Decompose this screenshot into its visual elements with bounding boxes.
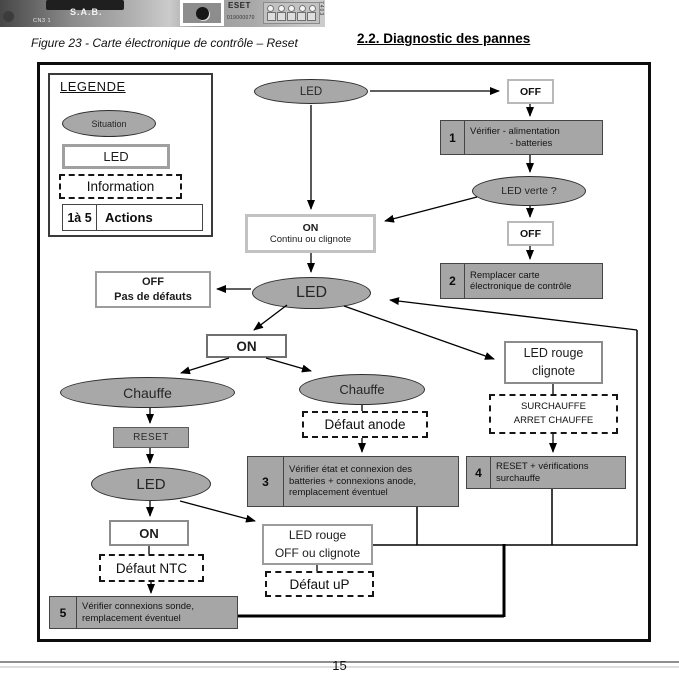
surchauffe-line1: SURCHAUFFE (521, 400, 586, 412)
surchauffe-line2: ARRET CHAUFFE (513, 415, 594, 426)
action-5-text (77, 597, 237, 628)
circuit-board-photo (0, 0, 325, 27)
action-2-line2: électronique de contrôle (470, 281, 572, 292)
node-chauffe-left: Chauffe (60, 377, 235, 408)
legend-actions-label: Actions (105, 210, 153, 225)
node-action-2 (440, 263, 603, 299)
action-4-number: 4 (467, 457, 491, 488)
action-4-line2: surchauffe (496, 472, 541, 484)
action-2-text (465, 264, 602, 298)
node-on-3: ON (206, 334, 287, 358)
action-3-number: 3 (248, 457, 284, 506)
part-number-label: 7403 (318, 1, 324, 17)
node-defaut-up: Défaut uP (265, 571, 374, 597)
node-action-1 (440, 120, 603, 155)
page-number: 15 (332, 658, 347, 673)
pad-icon (297, 12, 306, 21)
on-continu-line1: ON (302, 222, 319, 234)
node-off-1: OFF (507, 79, 554, 104)
board-label: S.A.B. (70, 7, 103, 17)
pin-row-top (267, 5, 316, 12)
node-led-start: LED (254, 79, 368, 104)
node-off-2: OFF (507, 221, 554, 246)
pin-icon (267, 5, 274, 12)
legend-actions-range: 1à 5 (63, 205, 97, 230)
figure-caption: Figure 23 - Carte électronique de contrôle – Reset (31, 36, 298, 50)
action-1-number: 1 (441, 121, 465, 154)
pin-icon (299, 5, 306, 12)
serial-number: 019000070 (227, 15, 255, 21)
legend-situation-ellipse: Situation (62, 110, 156, 137)
node-chauffe-right: Chauffe (299, 374, 425, 405)
action-1-line2: - batteries (510, 137, 553, 149)
connector-label: CN3 1 (33, 18, 52, 24)
pad-icon (287, 12, 296, 21)
action-5-number: 5 (50, 597, 77, 628)
led-rouge-clignote-line1: LED rouge (523, 346, 584, 360)
pin-icon (288, 5, 295, 12)
legend-actions-box (62, 204, 203, 231)
reset-button-highlight (180, 0, 224, 26)
section-heading: 2.2. Diagnostic des pannes (357, 31, 531, 46)
pad-icon (267, 12, 276, 21)
legend-led-box: LED (62, 144, 170, 169)
action-2-line1: Remplacer carte (470, 269, 540, 281)
action-5-line1: Vérifier connexions sonde, (82, 601, 194, 613)
node-on-continu (245, 214, 376, 253)
node-on-4: ON (109, 520, 189, 546)
action-1-text (465, 121, 602, 154)
reset-button-icon (196, 7, 209, 20)
off-pas-line2: Pas de défauts (114, 290, 192, 303)
node-off-pas-defauts (95, 271, 211, 308)
action-5-line2: remplacement éventuel (82, 612, 181, 624)
led-rouge-off-line1: LED rouge (288, 528, 347, 543)
action-4-text (491, 457, 625, 488)
pad-icon (307, 12, 316, 21)
node-action-5 (49, 596, 238, 629)
pin-icon (278, 5, 285, 12)
node-surchauffe (489, 394, 618, 434)
node-led-3: LED (91, 467, 211, 501)
node-led-rouge-clignote (504, 341, 603, 384)
pin-row-bottom (267, 12, 316, 21)
legend-information-box: Information (59, 174, 182, 199)
node-led-rouge-off (262, 524, 373, 565)
action-4-line1: RESET + vérifications (496, 461, 589, 473)
action-3-line2: batteries + connexions anode, (289, 475, 417, 487)
board-hole (3, 11, 14, 22)
node-reset: RESET (113, 427, 189, 448)
action-3-line1: Vérifier état et connexion des (289, 464, 413, 476)
action-3-line3: remplacement éventuel (289, 487, 388, 499)
led-rouge-clignote-line2: clignote (531, 363, 576, 378)
node-action-3 (247, 456, 459, 507)
node-led-main: LED (252, 277, 371, 309)
pad-icon (277, 12, 286, 21)
node-defaut-ntc: Défaut NTC (99, 554, 204, 582)
node-defaut-anode: Défaut anode (302, 411, 428, 438)
on-continu-line2: Continu ou clignote (269, 234, 352, 245)
reset-silkscreen-label: ESET (228, 1, 251, 10)
led-rouge-off-line2: OFF ou clignote (274, 545, 361, 560)
action-3-text (284, 457, 458, 506)
node-led-verte: LED verte ? (472, 176, 586, 206)
pin-icon (309, 5, 316, 12)
action-2-number: 2 (441, 264, 465, 298)
off-pas-line1: OFF (142, 275, 164, 288)
legend-title: LEGENDE (60, 79, 126, 94)
node-action-4 (466, 456, 626, 489)
action-1-line1: Vérifier - alimentation (470, 126, 560, 138)
connector-block (263, 2, 320, 24)
